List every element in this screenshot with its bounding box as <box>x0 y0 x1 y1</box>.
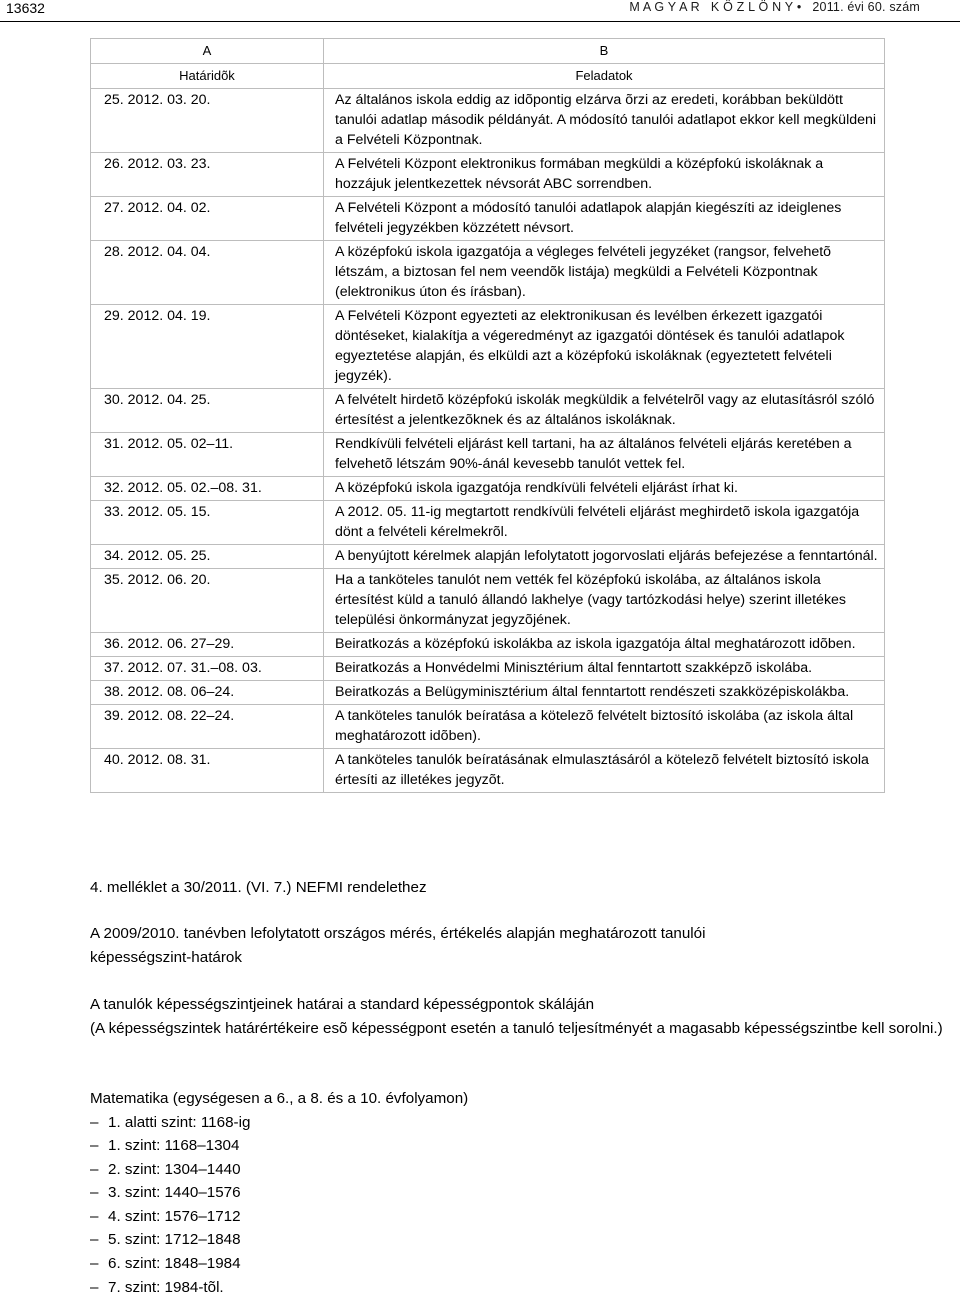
journal-name: M A G Y A R K Ö Z L Ö N Y <box>629 0 793 14</box>
task-cell: A 2012. 05. 11-ig megtartott rendkívüli felvételi eljárást meghirdetõ iskola igazgatója dönt a felvételi kérelmekrõl. <box>324 501 885 545</box>
deadline-cell: 28. 2012. 04. 04. <box>91 241 324 305</box>
level-text: 2. szint: 1304–1440 <box>108 1161 241 1178</box>
table-row <box>91 657 885 681</box>
deadline-cell: 37. 2012. 07. 31.–08. 03. <box>91 657 324 681</box>
journal-header <box>629 0 920 14</box>
level-item <box>90 1205 468 1229</box>
deadline-cell: 33. 2012. 05. 15. <box>91 501 324 545</box>
table-row <box>91 197 885 241</box>
math-section <box>90 1087 468 1299</box>
table-row <box>91 749 885 793</box>
level-item <box>90 1228 468 1252</box>
level-text: 7. szint: 1984-tõl. <box>108 1279 224 1296</box>
deadline-cell: 39. 2012. 08. 22–24. <box>91 705 324 749</box>
page-number: 13632 <box>6 0 45 16</box>
table-row <box>91 705 885 749</box>
level-text: 1. szint: 1168–1304 <box>108 1137 239 1154</box>
annex-subtitle: A 2009/2010. tanévben lefolytatott országos mérés, értékelés alapján meghatározott tanulói képességszint-határok <box>90 922 810 969</box>
dash-bullet: – <box>90 1205 108 1229</box>
deadline-cell: 29. 2012. 04. 19. <box>91 305 324 389</box>
deadline-cell: 27. 2012. 04. 02. <box>91 197 324 241</box>
dash-bullet: – <box>90 1276 108 1299</box>
column-header-tasks: Feladatok <box>324 64 885 89</box>
task-cell: A Felvételi Központ egyezteti az elektronikusan és levélben érkezett igazgatói döntéseket, kialakítja a végeredményt az igazgatói döntések és tanulói adatlapok egyeztetése alapján, és elküldi azt a középfokú iskoláknak (egyeztetett felvételi jegyzék). <box>324 305 885 389</box>
task-cell: A középfokú iskola igazgatója rendkívüli felvételi eljárást írhat ki. <box>324 477 885 501</box>
table-row <box>91 681 885 705</box>
task-cell: A Felvételi Központ elektronikus formában megküldi a középfokú iskoláknak a hozzájuk jelentkezettek névsorát ABC sorrendben. <box>324 153 885 197</box>
task-cell: Beiratkozás a Belügyminisztérium által fenntartott rendészeti szakközépiskolákba. <box>324 681 885 705</box>
task-cell: Beiratkozás a Honvédelmi Minisztérium által fenntartott szakképzõ iskolába. <box>324 657 885 681</box>
task-cell: A tanköteles tanulók beíratása a kötelezõ felvételt biztosító iskolába (az iskola által meghatározott idõben). <box>324 705 885 749</box>
column-header-row <box>91 64 885 89</box>
dash-bullet: – <box>90 1134 108 1158</box>
table-row <box>91 545 885 569</box>
deadline-cell: 34. 2012. 05. 25. <box>91 545 324 569</box>
math-heading: Matematika (egységesen a 6., a 8. és a 10. évfolyamon) <box>90 1087 468 1111</box>
issue-info: • 2011. évi 60. szám <box>797 0 920 14</box>
table-row <box>91 569 885 633</box>
level-text: 6. szint: 1848–1984 <box>108 1255 241 1272</box>
dash-bullet: – <box>90 1181 108 1205</box>
deadline-cell: 26. 2012. 03. 23. <box>91 153 324 197</box>
dash-bullet: – <box>90 1252 108 1276</box>
table-row <box>91 305 885 389</box>
level-item <box>90 1111 468 1135</box>
table-row <box>91 433 885 477</box>
level-list <box>90 1111 468 1299</box>
level-text: 4. szint: 1576–1712 <box>108 1208 241 1225</box>
header-rule <box>0 21 960 22</box>
table-row <box>91 89 885 153</box>
level-text: 5. szint: 1712–1848 <box>108 1231 241 1248</box>
table-row <box>91 389 885 433</box>
dash-bullet: – <box>90 1158 108 1182</box>
annex-title: 4. melléklet a 30/2011. (VI. 7.) NEFMI rendelethez <box>90 876 427 900</box>
deadline-cell: 32. 2012. 05. 02.–08. 31. <box>91 477 324 501</box>
deadline-cell: 40. 2012. 08. 31. <box>91 749 324 793</box>
table-row <box>91 477 885 501</box>
table-row <box>91 153 885 197</box>
column-header-deadlines: Határidõk <box>91 64 324 89</box>
task-cell: Ha a tanköteles tanulót nem vették fel középfokú iskolába, az általános iskola értesítést küld a tanuló állandó lakhelye (vagy tartózkodási helye) szerint illetékes települési önkormányzat jegyzõjének. <box>324 569 885 633</box>
task-cell: A középfokú iskola igazgatója a végleges felvételi jegyzéket (rangsor, felvehetõ létszám, a biztosan fel nem veendõk listája) megküldi a Felvételi Központnak (elektronikus úton és írásban). <box>324 241 885 305</box>
column-letter-row <box>91 39 885 64</box>
table-row <box>91 501 885 545</box>
task-cell: Az általános iskola eddig az idõpontig elzárva õrzi az eredeti, korábban beküldött tanulói adatlap második példányát. A módosító tanulói adatlapot ekkor kell megküldeni a Felvételi Központnak. <box>324 89 885 153</box>
deadline-cell: 30. 2012. 04. 25. <box>91 389 324 433</box>
table-row <box>91 633 885 657</box>
schedule-table <box>90 38 885 793</box>
task-cell: A felvételt hirdetõ középfokú iskolák megküldik a felvételrõl vagy az elutasításról szóló értesítést a jelentkezõknek és az általános iskoláknak. <box>324 389 885 433</box>
level-item <box>90 1158 468 1182</box>
table-row <box>91 241 885 305</box>
limits-heading: A tanulók képességszintjeinek határai a standard képességpontok skáláján <box>90 993 960 1017</box>
deadline-cell: 36. 2012. 06. 27–29. <box>91 633 324 657</box>
dash-bullet: – <box>90 1111 108 1135</box>
level-item <box>90 1252 468 1276</box>
level-item <box>90 1181 468 1205</box>
task-cell: A Felvételi Központ a módosító tanulói adatlapok alapján kiegészíti az ideiglenes felvételi jegyzékben közzétett névsort. <box>324 197 885 241</box>
column-letter-b: B <box>324 39 885 64</box>
column-letter-a: A <box>91 39 324 64</box>
deadline-cell: 35. 2012. 06. 20. <box>91 569 324 633</box>
level-item <box>90 1276 468 1299</box>
level-text: 3. szint: 1440–1576 <box>108 1184 241 1201</box>
task-cell: Beiratkozás a középfokú iskolákba az iskola igazgatója által meghatározott idõben. <box>324 633 885 657</box>
limits-note: (A képességszintek határértékeire esõ képességpont esetén a tanuló teljesítményét a magasabb képességszintbe kell sorolni.) <box>90 1017 960 1041</box>
deadline-cell: 38. 2012. 08. 06–24. <box>91 681 324 705</box>
deadline-cell: 25. 2012. 03. 20. <box>91 89 324 153</box>
task-cell: A benyújtott kérelmek alapján lefolytatott jogorvoslati eljárás befejezése a fenntartónál. <box>324 545 885 569</box>
dash-bullet: – <box>90 1228 108 1252</box>
limits-section <box>90 993 960 1040</box>
task-cell: A tanköteles tanulók beíratásának elmulasztásáról a kötelezõ felvételt biztosító iskola értesíti az illetékes jegyzõt. <box>324 749 885 793</box>
level-text: 1. alatti szint: 1168-ig <box>108 1114 250 1131</box>
level-item <box>90 1134 468 1158</box>
task-cell: Rendkívüli felvételi eljárást kell tartani, ha az általános felvételi eljárás keretében a felvehetõ létszám 90%-ánál kevesebb tanulót vettek fel. <box>324 433 885 477</box>
deadline-cell: 31. 2012. 05. 02–11. <box>91 433 324 477</box>
